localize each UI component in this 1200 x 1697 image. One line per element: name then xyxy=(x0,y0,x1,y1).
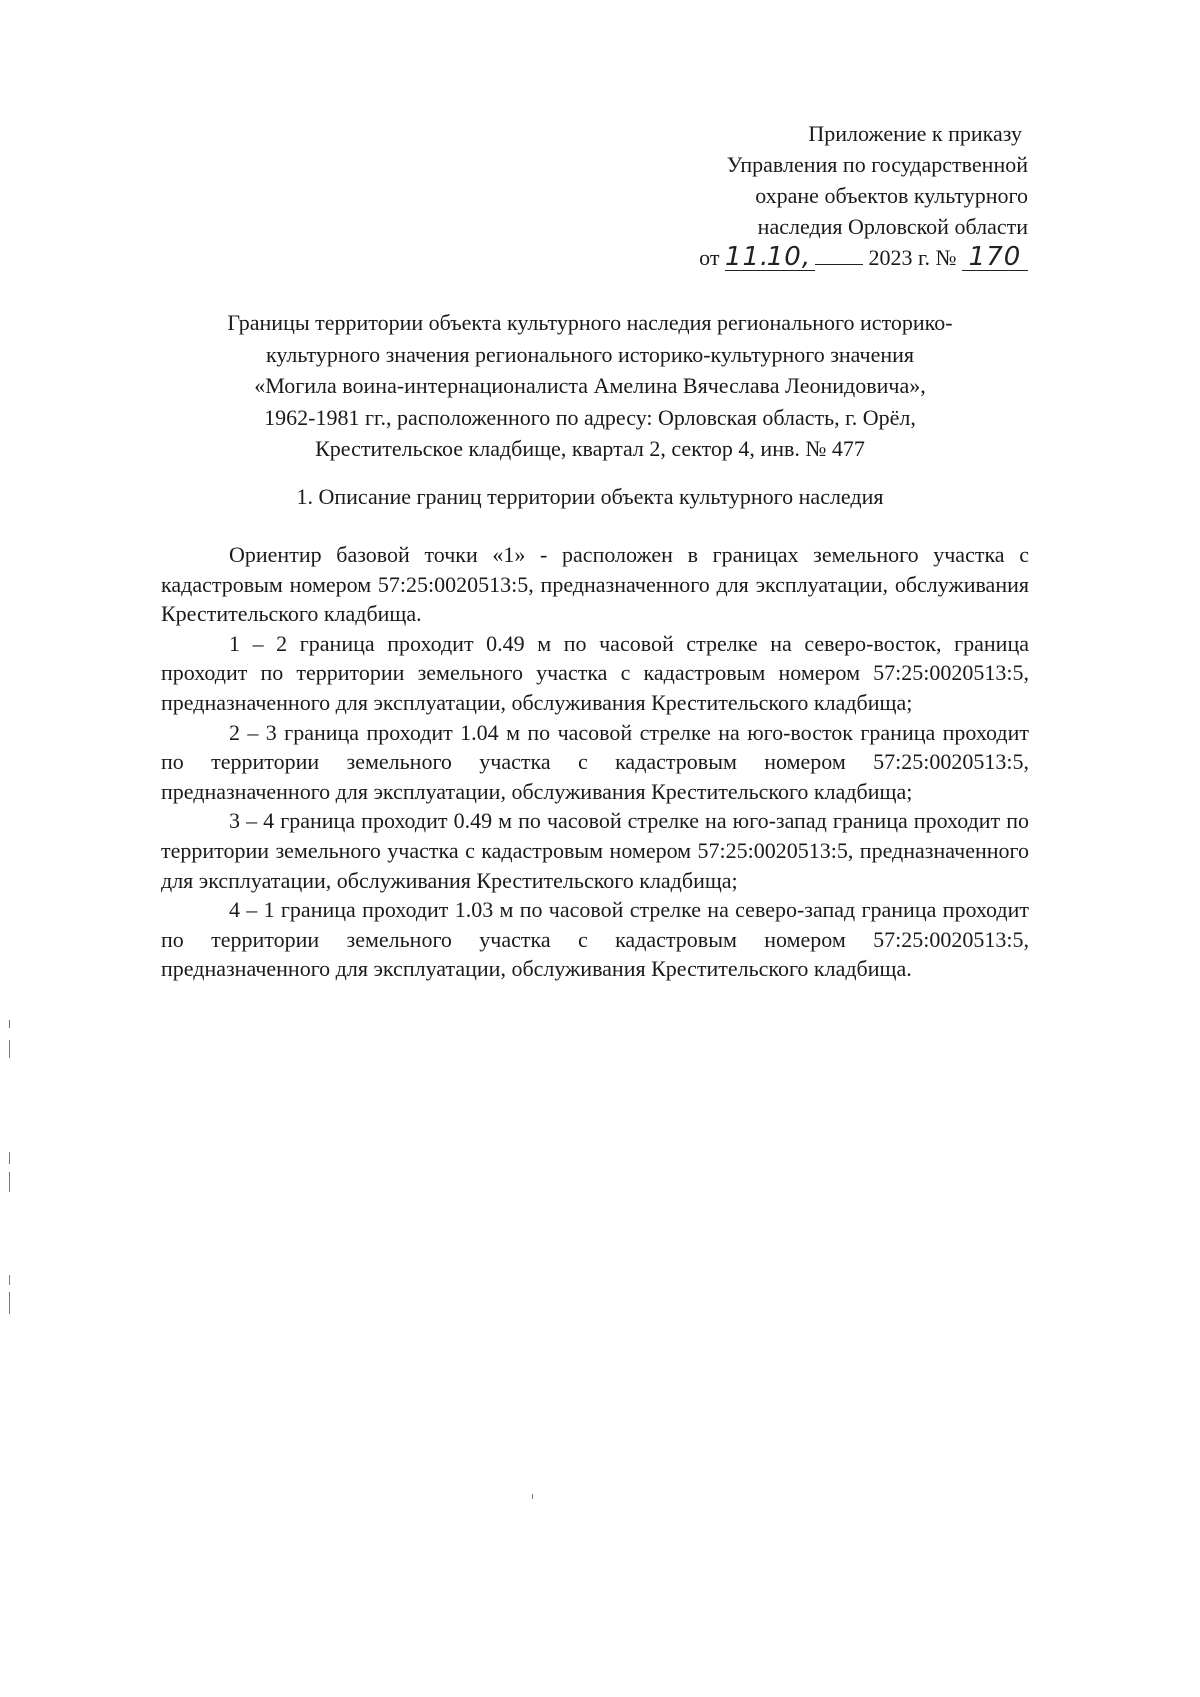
document-body xyxy=(161,540,1029,984)
date-day-field xyxy=(724,242,770,272)
appendix-line-4: наследия Орловской области xyxy=(757,214,1028,239)
order-number-field xyxy=(962,242,1028,272)
appendix-line-2: Управления по государственной xyxy=(726,152,1028,177)
paragraph-boundary-4-1: 4 – 1 граница проходит 1.03 м по часовой стрелке на северо-запад граница проходит по территории земельного участка с кадастровым номером 57:25:0020513:5, предназначенного для эксплуатации, обслуживания Крестительского кладбища. xyxy=(161,897,1029,982)
paragraph-boundary-2-3: 2 – 3 граница проходит 1.04 м по часовой стрелке на юго-восток граница проходит по территории земельного участка с кадастровым номером 57:25:0020513:5, предназначенного для эксплуатации, обслуживания Крестительского кладбища; xyxy=(161,719,1029,804)
date-month-handwritten: 10, xyxy=(766,242,812,272)
paragraph-boundary-1-2: 1 – 2 граница проходит 0.49 м по часовой стрелке на северо-восток, граница проходит по территории земельного участка с кадастровым номером 57:25:0020513:5, предназначенного для эксплуатации, обслуживания Крестительского кладбища; xyxy=(161,630,1029,715)
date-blank xyxy=(815,264,863,265)
scan-speck xyxy=(9,1040,10,1058)
date-prefix: от xyxy=(699,245,720,270)
title-line-3: «Могила воина-интернационалиста Амелина Вячеслава Леонидовича», xyxy=(254,373,926,398)
document-title xyxy=(150,307,1030,465)
title-line-4: 1962-1981 гг., расположенного по адресу: Орловская область, г. Орёл, xyxy=(264,404,916,430)
year-and-number-label: 2023 г. № xyxy=(868,245,957,270)
title-line-2: культурного значения регионального историко-культурного значения xyxy=(265,341,915,367)
paragraph-boundary-3-4: 3 – 4 граница проходит 0.49 м по часовой стрелке на юго-запад граница проходит по территории земельного участка с кадастровым номером 57:25:0020513:5, предназначенного для эксплуатации, обслуживания Крестительского кладбища; xyxy=(161,808,1029,893)
section-heading: 1. Описание границ территории объекта культурного наследия xyxy=(296,484,884,509)
order-number-handwritten: 170 xyxy=(968,242,1022,272)
scan-speck xyxy=(9,1172,10,1192)
paragraph-base-point: Ориентир базовой точки «1» - расположен в границах земельного участка с кадастровым номером 57:25:0020513:5, предназначенного для эксплуатации, обслуживания Крестительского кладбища. xyxy=(161,542,1029,627)
date-month-field xyxy=(763,242,815,272)
scan-speck xyxy=(9,1292,10,1314)
title-line-1: Границы территории объекта культурного наследия регионального историко- xyxy=(227,310,953,335)
appendix-line-3: охране объектов культурного xyxy=(755,183,1028,208)
appendix-line-1: Приложение к приказу xyxy=(808,121,1022,146)
scan-speck xyxy=(9,1152,10,1164)
appendix-header xyxy=(560,118,1028,273)
order-date-line xyxy=(560,242,1028,273)
scan-speck xyxy=(9,1275,10,1285)
date-day-handwritten: 11. xyxy=(724,242,770,272)
scan-speck xyxy=(9,1020,10,1028)
scan-speck xyxy=(532,1494,533,1499)
title-line-5: Крестительское кладбище, квартал 2, сектор 4, инв. № 477 xyxy=(315,436,865,461)
